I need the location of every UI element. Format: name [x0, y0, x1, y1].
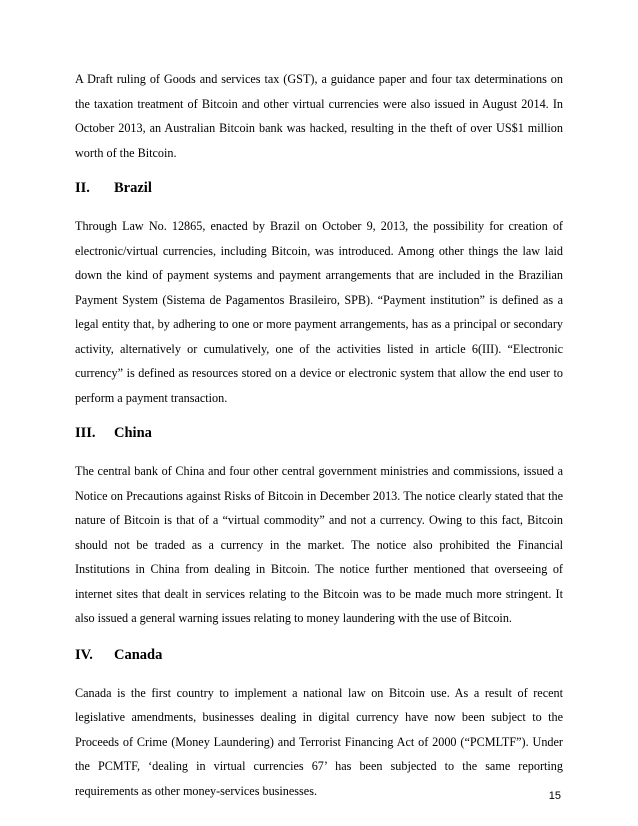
- section-paragraph-china: The central bank of China and four other central government ministries and commissions, issued a Notice on Precautions against Risks of Bitcoin in December 2013. The notice clearly stated that the nature of Bitcoin is that of a “virtual commodity” and not a currency. Owing to this fact, Bitcoin should not be traded as a currency in the market. The notice also prohibited the Financial Institutions in China from dealing in Bitcoin. The notice further mentioned that overseeing of internet sites that dealt in services relating to the Bitcoin was to be made much more stringent. It also issued a general warning issues relating to money laundering with the use of Bitcoin.: [75, 464, 563, 625]
- section-number: III.: [75, 425, 96, 441]
- section-paragraph-brazil: Through Law No. 12865, enacted by Brazil on October 9, 2013, the possibility for creation of electronic/virtual currencies, including Bitcoin, was introduced. Among other things the law laid down the kind of payment systems and payment arrangements that are included in the Brazilian Payment System (Sistema de Pagamentos Brasileiro, SPB). “Payment institution” is defined as a legal entity that, by adhering to one or more payment arrangements, has as a principal or secondary activity, alternatively or cumulatively, one of the activities listed in article 6(III). “Electronic currency” is defined as resources stored on a device or electronic system that allow the end user to perform a payment transaction.: [75, 219, 563, 405]
- section-heading-brazil: [75, 180, 563, 204]
- page-number: 15: [548, 790, 561, 802]
- section-title: Brazil: [114, 180, 152, 196]
- section-heading-china: [75, 425, 563, 449]
- section-number: IV.: [75, 646, 93, 663]
- section-paragraph-canada: Canada is the first country to implement a national law on Bitcoin use. As a result of recent legislative amendments, businesses dealing in digital currency have now been subject to the Proceeds of Crime (Money Laundering) and Terrorist Financing Act of 2000 (“PCMLTF”). Under the PCMTF, ‘dealing in virtual currencies 67’ has been subjected to the same reporting requirements as other money-services businesses.: [75, 685, 563, 798]
- intro-paragraph: A Draft ruling of Goods and services tax (GST), a guidance paper and four tax determinations on the taxation treatment of Bitcoin and other virtual currencies were also issued in August 2014. In October 2013, an Australian Bitcoin bank was hacked, resulting in the theft of over US$1 million worth of the Bitcoin.: [75, 72, 563, 160]
- document-body: [75, 67, 563, 803]
- section-number: II.: [75, 180, 90, 196]
- section-heading-canada: [75, 647, 563, 671]
- section-title: China: [114, 425, 152, 441]
- section-title: Canada: [114, 646, 163, 663]
